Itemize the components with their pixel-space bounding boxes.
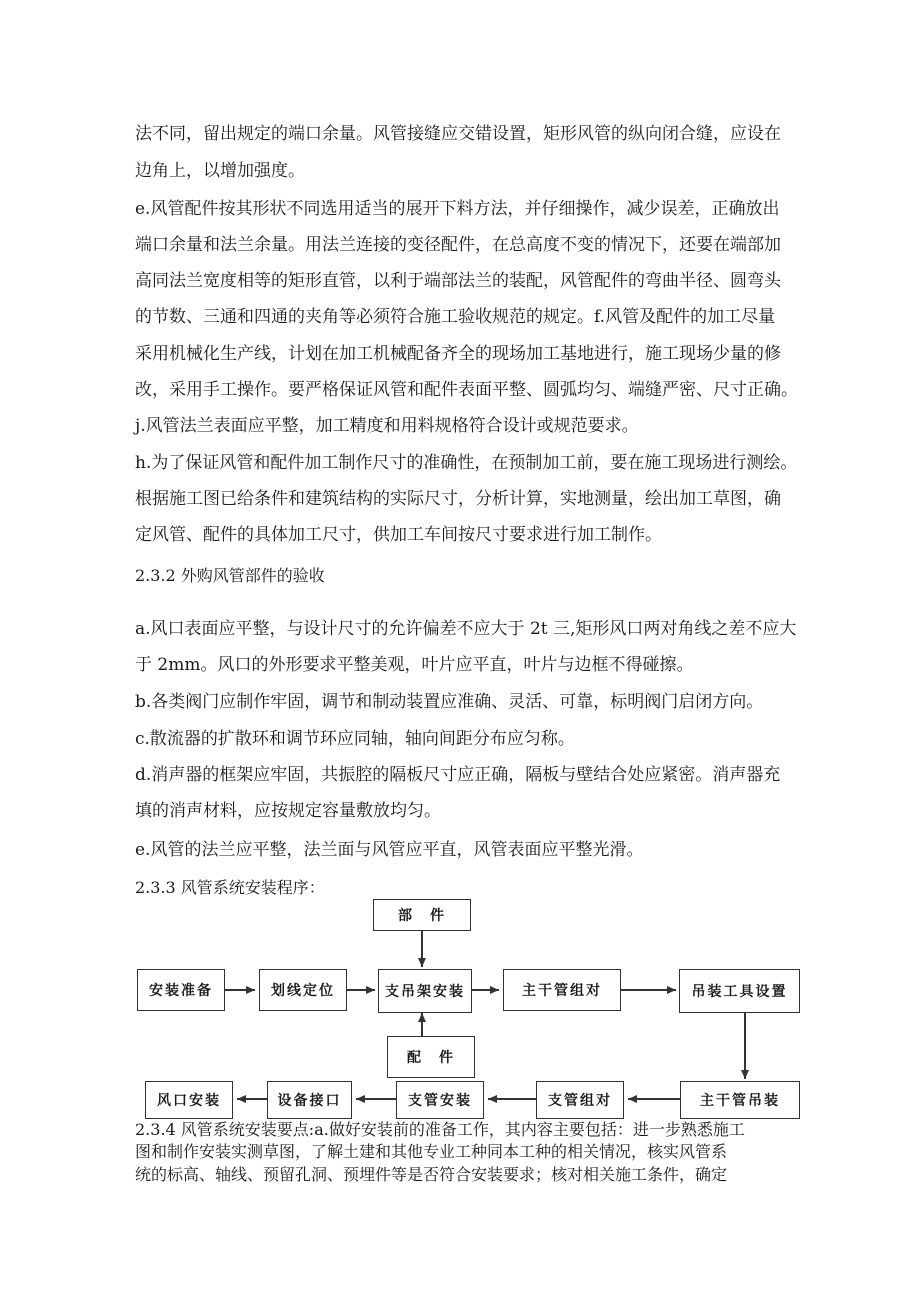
paragraph4-line-1: h.为了保证风管和配件加工制作尺寸的准确性，在预制加工前，要在施工现场进行测绘。 [135,453,798,473]
flow-box-hanger-install: 支吊架安装 [378,969,472,1013]
flow-box-main-lift: 主干管吊装 [680,1081,800,1119]
flow-box-install-prep: 安装准备 [137,969,225,1011]
flow-box-marking: 划线定位 [259,969,347,1011]
item-a-line-2: 于 2mm。风口的外形要求平整美观，叶片应平直，叶片与边框不得碰擦。 [135,655,694,675]
paragraph1-line-1: 法不同，留出规定的端口余量。风管接缝应交错设置，矩形风管的纵向闭合缝，应设在 [135,124,781,144]
paragraph-2-3-4-line-1: 2.3.4 风管系统安装要点:a.做好安装前的准备工作，其内容主要包括：进一步熟悉施工 [135,1120,745,1139]
paragraph-2-3-4-line-2: 图和制作安装实测草图，了解土建和其他专业工种同本工种的相关情况，核实风管系 [135,1142,728,1161]
paragraph3-line-1: j.风管法兰表面应平整，加工精度和用料规格符合设计或规范要求。 [135,416,639,436]
paragraph2-line-5: 采用机械化生产线，计划在加工机械配备齐全的现场加工基地进行，施工现场少量的修 [135,344,781,364]
flow-box-equipment-interface: 设备接口 [267,1081,352,1119]
heading-2-3-3: 2.3.3 风管系统安装程序： [135,878,325,897]
flow-box-parts: 部 件 [373,899,471,931]
heading-2-3-2: 2.3.2 外购风管部件的验收 [135,566,325,585]
paragraph1-line-2: 边角上，以增加强度。 [135,161,305,181]
paragraph-2-3-4-line-3: 统的标高、轴线、预留孔洞、预埋件等是否符合安装要求；核对相关施工条件，确定 [135,1165,728,1184]
paragraph4-line-3: 定风管、配件的具体加工尺寸，供加工车间按尺寸要求进行加工制作。 [135,525,662,545]
paragraph2-line-6: 改，采用手工操作。要严格保证风管和配件表面平整、圆弧均匀、端缝严密、尺寸正确。 [135,380,798,400]
flow-box-branch-install: 支管安装 [396,1081,484,1119]
paragraph2-line-3: 高同法兰宽度相等的矩形直管，以利于端部法兰的装配，风管配件的弯曲半径、圆弯头 [135,271,781,291]
item-c: c.散流器的扩散环和调节环应同轴，轴向间距分布应匀称。 [135,729,575,749]
item-b: b.各类阀门应制作牢固，调节和制动装置应准确、灵活、可靠，标明阀门启闭方向。 [135,692,764,712]
item-d-line-1: d.消声器的框架应牢固，共振腔的隔板尺寸应正确，隔板与壁结合处应紧密。消声器充 [135,765,781,785]
paragraph2-line-2: 端口余量和法兰余量。用法兰连接的变径配件，在总高度不变的情况下，还要在端部加 [135,235,781,255]
flow-box-outlet-install: 风口安装 [145,1081,233,1119]
paragraph2-line-4: 的节数、三通和四通的夹角等必须符合施工验收规范的规定。f.风管及配件的加工尽量 [135,307,776,327]
item-d-line-2: 填的消声材料，应按规定容量敷放均匀。 [135,801,441,821]
paragraph4-line-2: 根据施工图已给条件和建筑结构的实际尺寸，分析计算，实地测量，绘出加工草图，确 [135,489,781,509]
flow-box-fittings: 配 件 [387,1036,475,1078]
paragraph2-line-1: e.风管配件按其形状不同选用适当的展开下料方法，并仔细操作，减少误差，正确放出 [135,199,780,219]
flow-box-main-assemble: 主干管组对 [503,969,621,1011]
flow-box-branch-assemble: 支管组对 [536,1081,624,1119]
item-e: e.风管的法兰应平整，法兰面与风管应平直，风管表面应平整光滑。 [135,840,644,860]
item-a-line-1: a.风口表面应平整，与设计尺寸的允许偏差不应大于 2t 三,矩形风口两对角线之差不应大 [135,619,797,639]
flow-box-lift-tools: 吊装工具设置 [679,969,800,1013]
